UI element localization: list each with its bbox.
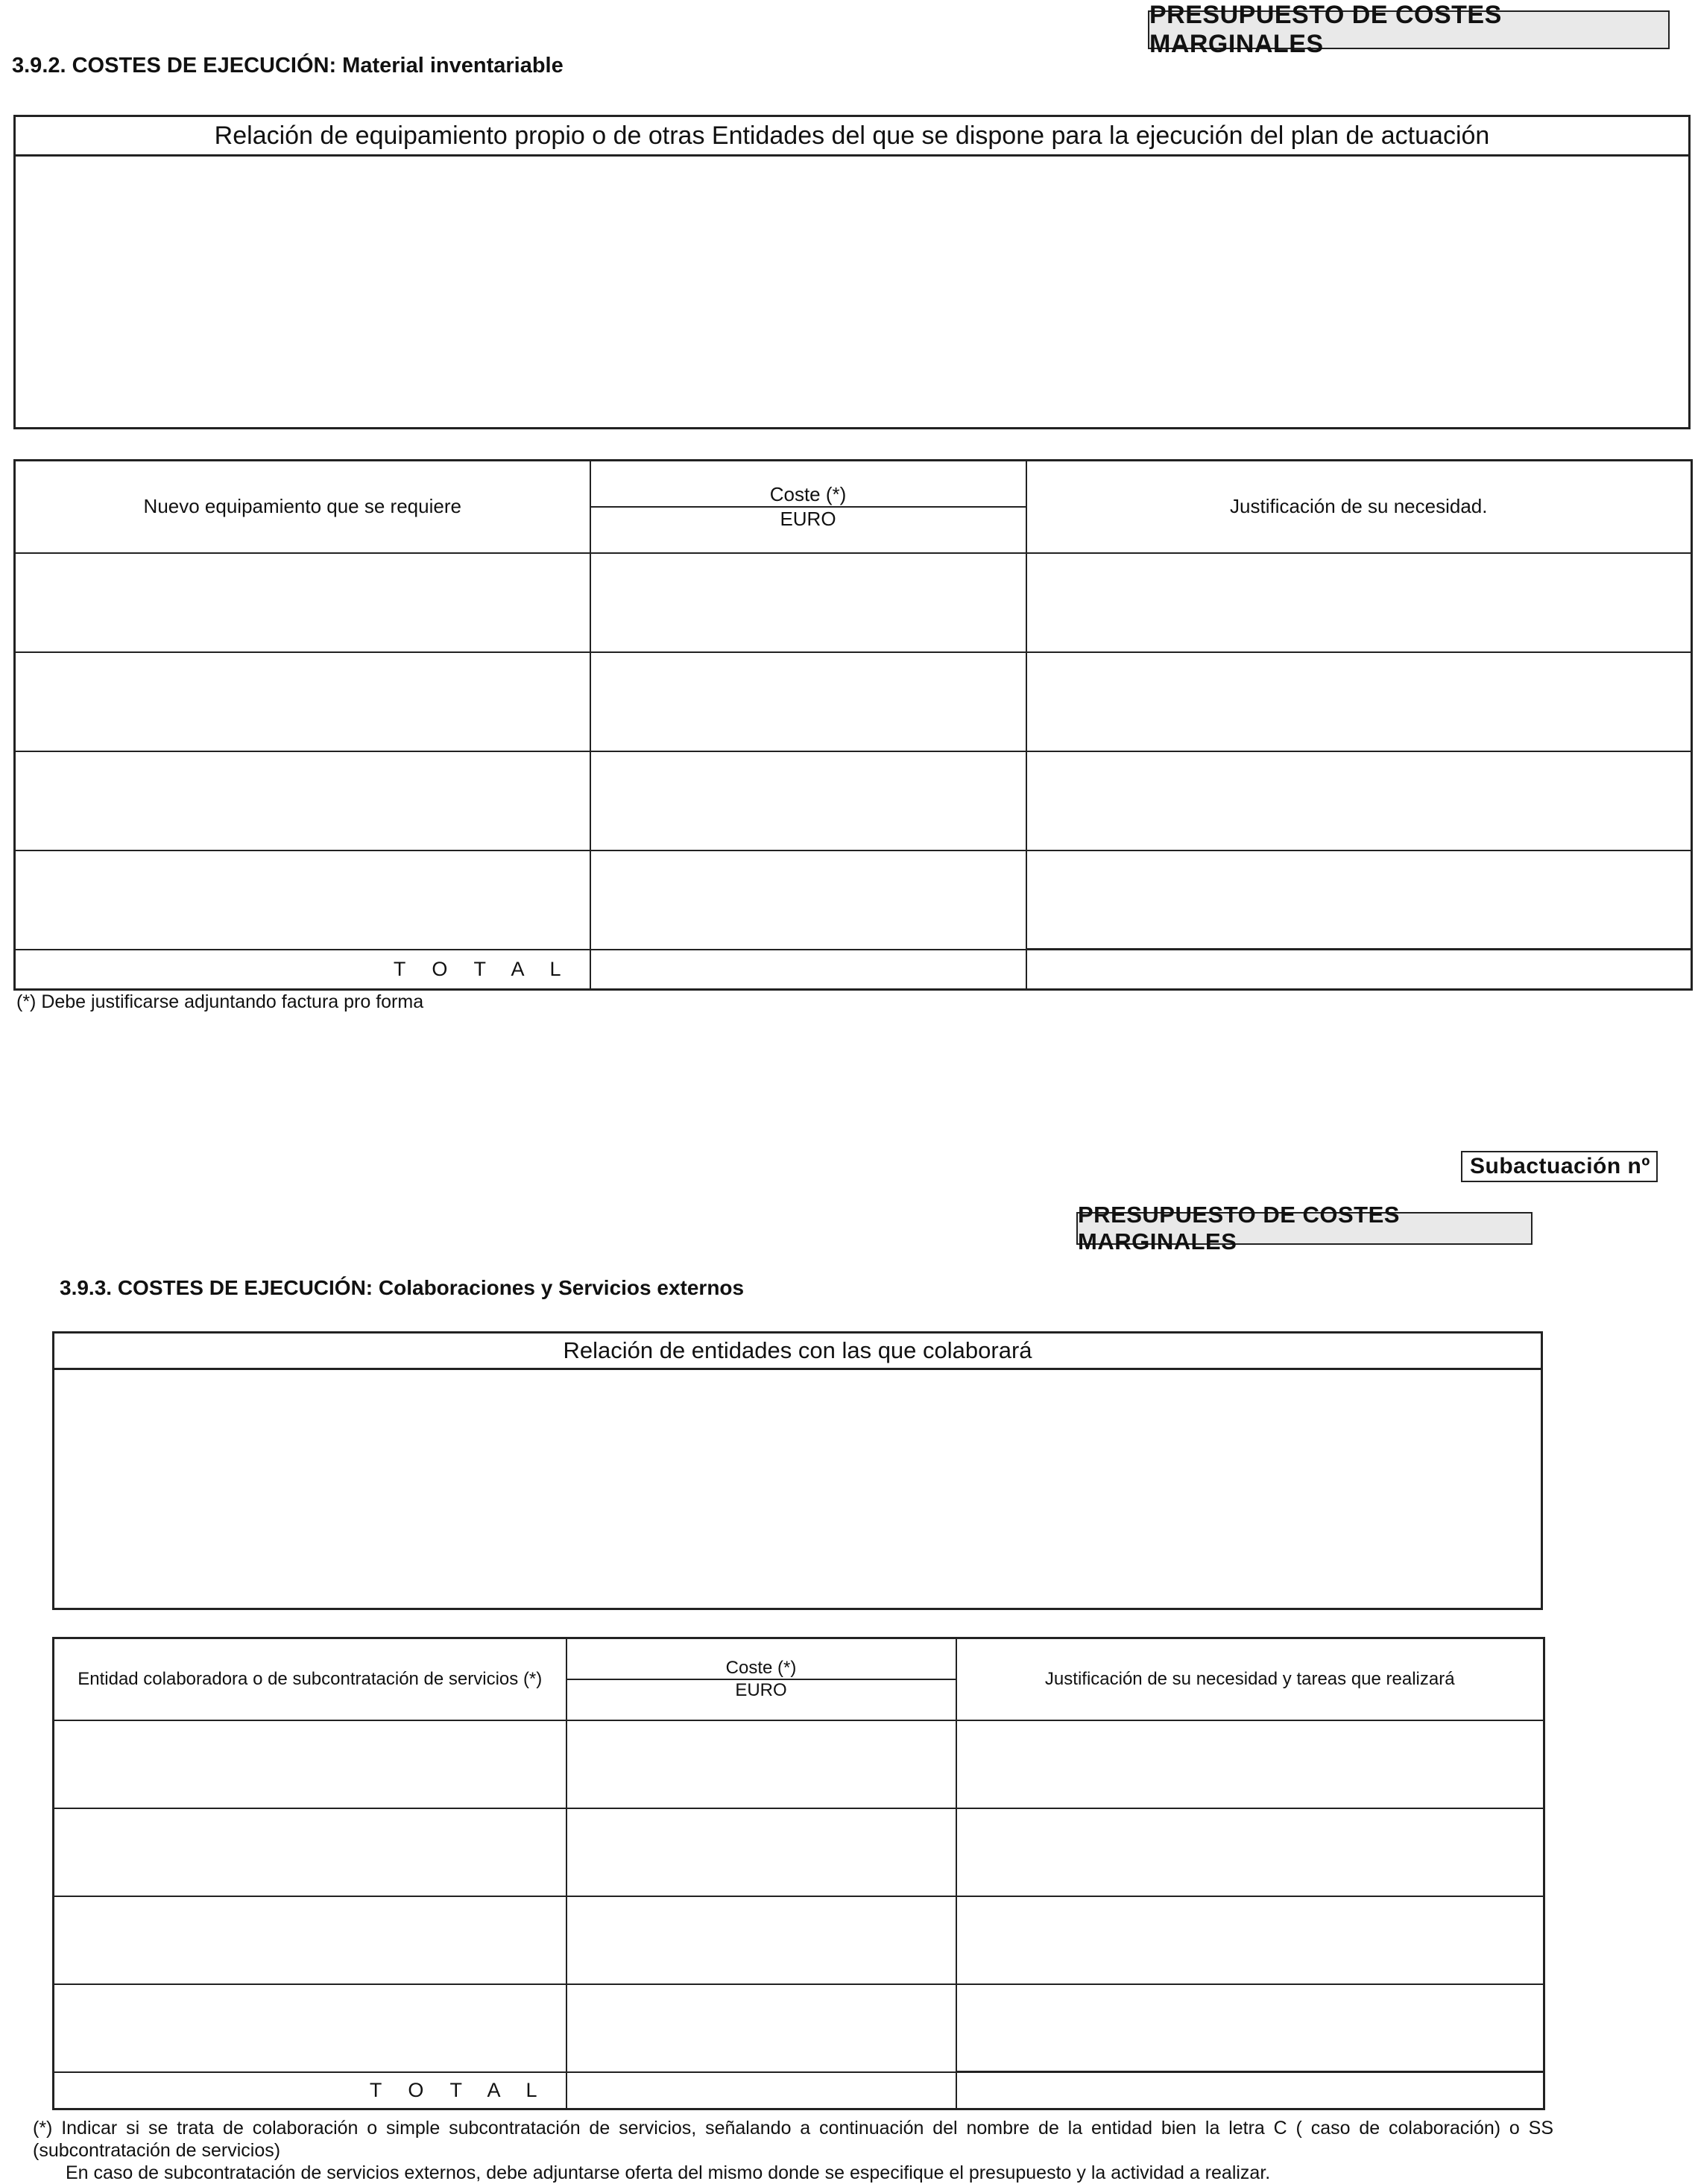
col-header-cost — [590, 461, 1026, 553]
table-row — [54, 1984, 1544, 2072]
col-header-entity: Entidad colaboradora o de subcontratación de servicios (*) — [54, 1638, 566, 1720]
footnote-collaboration-type: (*) Indicar si se trata de colaboración o simple subcontratación de servicios, señalando a continuación del nombre de la entidad bien la letra C ( caso de colaboración) o SS (subcontratación de servicios) — [33, 2118, 1553, 2161]
justification-cell[interactable] — [956, 1808, 1544, 1896]
footnote-proforma: (*) Debe justificarse adjuntando factura pro forma — [16, 991, 424, 1012]
cost-cell[interactable] — [566, 1808, 956, 1896]
costes-marginales-badge: PRESUPUESTO DE COSTES MARGINALES — [1148, 10, 1670, 49]
equipment-relation-textarea[interactable] — [16, 154, 1688, 427]
cost-header-label: Coste (*) — [591, 483, 1026, 508]
empty-cell — [956, 2072, 1544, 2109]
table-row — [15, 751, 1692, 850]
cost-cell[interactable] — [566, 1896, 956, 1984]
total-label: T O T A L — [54, 2072, 566, 2109]
justification-cell[interactable] — [956, 1896, 1544, 1984]
table-row — [54, 1720, 1544, 1808]
justification-cell[interactable] — [956, 1984, 1544, 2072]
subactuacion-field[interactable]: Subactuación nº — [1461, 1151, 1658, 1182]
equipment-relation-box — [13, 115, 1691, 429]
cost-cell[interactable] — [590, 553, 1026, 652]
justification-cell[interactable] — [1026, 652, 1692, 751]
col-header-justification: Justificación de su necesidad. — [1026, 461, 1692, 553]
entities-relation-textarea[interactable] — [54, 1368, 1541, 1608]
total-row — [54, 2072, 1544, 2109]
cost-cell[interactable] — [590, 751, 1026, 850]
justification-cell[interactable] — [1026, 553, 1692, 652]
table-row — [54, 1808, 1544, 1896]
cost-cell[interactable] — [566, 1720, 956, 1808]
total-label: T O T A L — [15, 950, 590, 990]
col-header-justification-tasks: Justificación de su necesidad y tareas que realizará — [956, 1638, 1544, 1720]
entities-relation-caption: Relación de entidades con las que colaborará — [54, 1334, 1541, 1370]
total-cost-cell[interactable] — [590, 950, 1026, 990]
equipment-cell[interactable] — [15, 850, 590, 950]
collaborators-table — [52, 1637, 1545, 2110]
justification-cell[interactable] — [1026, 751, 1692, 850]
col-header-cost — [566, 1638, 956, 1720]
entities-relation-box — [52, 1331, 1543, 1610]
equipment-cell[interactable] — [15, 652, 590, 751]
entity-cell[interactable] — [54, 1808, 566, 1896]
cost-header-currency: EURO — [780, 507, 836, 530]
justification-cell[interactable] — [956, 1720, 1544, 1808]
table-row — [15, 553, 1692, 652]
cost-header-currency: EURO — [735, 1679, 787, 1700]
empty-cell — [1026, 950, 1692, 990]
equipment-relation-caption: Relación de equipamiento propio o de otras Entidades del que se dispone para la ejecución del plan de actuación — [16, 117, 1688, 157]
equipment-cell[interactable] — [15, 751, 590, 850]
col-header-new-equipment: Nuevo equipamiento que se requiere — [15, 461, 590, 553]
table-row — [15, 850, 1692, 950]
cost-header-label: Coste (*) — [567, 1658, 956, 1680]
footnote-subcontracting-offer: En caso de subcontratación de servicios externos, debe adjuntarse oferta del mismo donde se especifique el presupuesto y la actividad a realizar. — [66, 2162, 1271, 2183]
cost-cell[interactable] — [590, 652, 1026, 751]
cost-cell[interactable] — [566, 1984, 956, 2072]
total-row — [15, 950, 1692, 990]
table-row — [15, 652, 1692, 751]
new-equipment-table — [13, 459, 1693, 991]
cost-cell[interactable] — [590, 850, 1026, 950]
costes-marginales-badge-2: PRESUPUESTO DE COSTES MARGINALES — [1076, 1212, 1533, 1245]
justification-cell[interactable] — [1026, 850, 1692, 950]
section-heading-colaboraciones: 3.9.3. COSTES DE EJECUCIÓN: Colaboraciones y Servicios externos — [60, 1276, 745, 1299]
section-heading-material-inventariable: 3.9.2. COSTES DE EJECUCIÓN: Material inventariable — [12, 54, 564, 78]
entity-cell[interactable] — [54, 1984, 566, 2072]
entity-cell[interactable] — [54, 1720, 566, 1808]
entity-cell[interactable] — [54, 1896, 566, 1984]
equipment-cell[interactable] — [15, 553, 590, 652]
table-row — [54, 1896, 1544, 1984]
total-cost-cell[interactable] — [566, 2072, 956, 2109]
